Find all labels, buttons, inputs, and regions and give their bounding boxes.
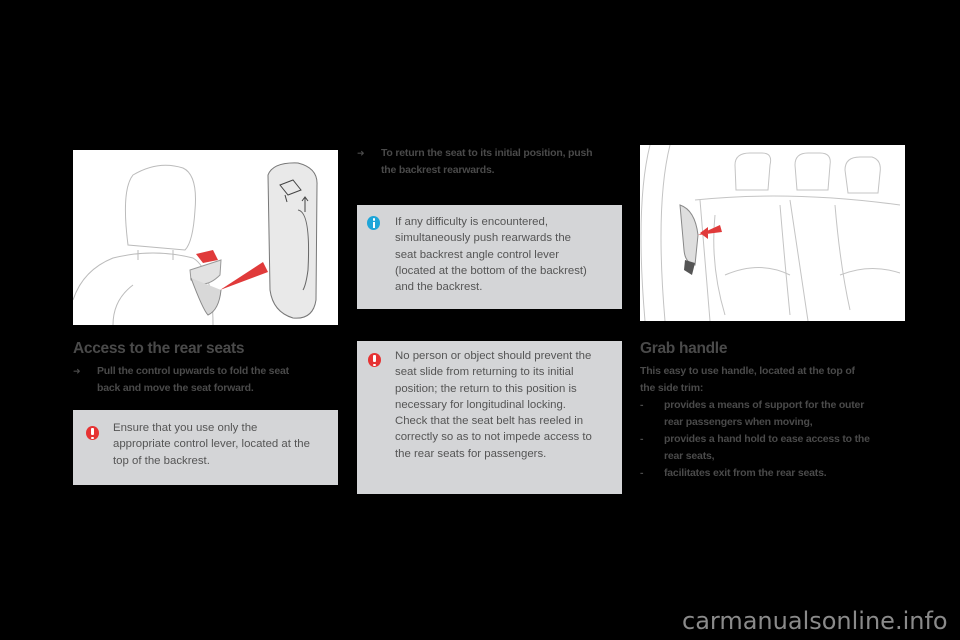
rear-seat-access-figure [73,150,338,325]
note-line: seat backrest angle control lever [395,248,559,261]
list-item [640,465,915,482]
watermark: carmanualsonline.info [682,607,948,635]
instruction-line: back and move the seat forward. [97,382,254,394]
warning-note-control-lever [73,410,338,485]
warning-note-seat-slide [357,341,622,494]
instruction-line: Pull the control upwards to fold the seat [97,365,289,377]
note-line: top of the backrest. [113,454,210,467]
arrow-bullet-icon: ➜ [357,148,365,158]
fold-seat-instruction [73,363,343,397]
section-heading-grab-handle: Grab handle [640,340,728,357]
note-line: Ensure that you use only the [113,422,258,434]
info-note-difficulty [357,205,622,309]
note-line: seat slide from returning to its initial [395,366,574,379]
note-line: necessary for longitudinal locking. [395,398,566,411]
description-line: the side trim: [640,382,704,394]
list-item-line: provides a hand hold to ease access to the [664,433,870,445]
section-heading-rear-seat-access: Access to the rear seats [73,340,245,357]
seat-lever-illustration [73,150,338,325]
list-item [640,397,915,431]
note-line: appropriate control lever, located at the [113,438,310,451]
list-item [640,431,915,465]
instruction-line: the backrest rearwards. [381,164,495,176]
list-item-line: rear passengers when moving, [664,416,813,428]
return-seat-instruction [357,145,632,179]
warning-icon [86,426,99,440]
grab-handle-figure [640,145,905,321]
note-line: Check that the seat belt has reeled in [395,415,584,428]
rear-bench-illustration [640,145,905,321]
dash-bullet: - [640,467,644,479]
list-item-line: rear seats, [664,450,715,462]
list-item-line: provides a means of support for the outer [664,399,865,411]
info-icon [367,216,380,230]
note-line: No person or object should prevent the [395,350,592,362]
description-line: This easy to use handle, located at the top of [640,365,855,377]
list-item-line: facilitates exit from the rear seats. [664,467,827,479]
dash-bullet: - [640,433,644,445]
note-line: the rear seats for passengers. [395,447,547,460]
arrow-bullet-icon: ➜ [73,366,81,376]
warning-icon [368,353,381,367]
note-line: correctly so as to not impede access to [395,431,592,444]
note-line: simultaneously push rearwards the [395,232,572,245]
note-line: and the backrest. [395,281,483,294]
instruction-line: To return the seat to its initial position, push [381,147,593,159]
note-line: position; the return to this position is [395,382,577,395]
grab-handle-description [640,363,915,482]
dash-bullet: - [640,399,644,411]
note-line: (located at the bottom of the backrest) [395,264,587,277]
note-line: If any difficulty is encountered, [395,216,549,228]
